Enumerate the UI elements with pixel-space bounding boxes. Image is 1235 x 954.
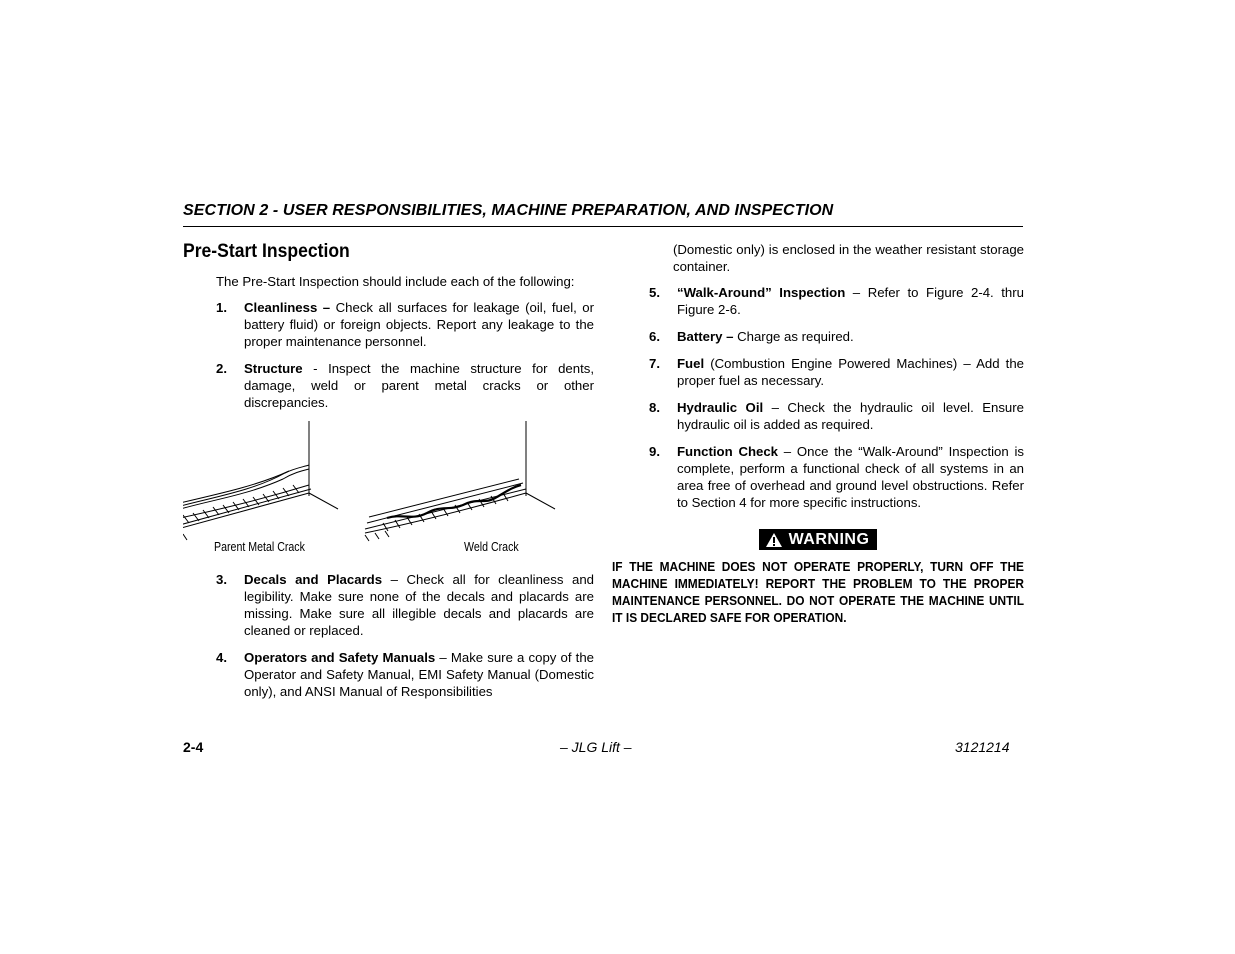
item-label: Cleanliness – bbox=[244, 300, 331, 315]
item-label: “Walk-Around” Inspection bbox=[677, 285, 846, 300]
item-body: – Once the “Walk-Around” Inspection is complete, perform a functional check of all systems in an area free of overhead and ground level obstructions. Refer to Section 4 for more specific instructions. bbox=[677, 444, 1024, 510]
item-label: Fuel bbox=[677, 356, 705, 371]
list-item bbox=[216, 299, 594, 350]
item-body: – Make sure a copy of the Operator and Safety Manual, EMI Safety Manual (Domestic only), and ANSI Manual of Responsibilities bbox=[244, 650, 595, 699]
item-number: 6. bbox=[649, 329, 660, 344]
weld-crack-label: Weld Crack bbox=[464, 540, 519, 554]
page-number: 2-4 bbox=[183, 739, 204, 755]
item-body: - Inspect the machine structure for dents, damage, weld or parent metal cracks or other discrepancies. bbox=[244, 361, 594, 410]
right-column bbox=[612, 241, 1024, 626]
item-body: Charge as required. bbox=[733, 329, 854, 344]
list-item bbox=[216, 571, 594, 639]
item-body: – Refer to Figure 2-4. thru Figure 2-6. bbox=[677, 285, 1024, 317]
warning-header bbox=[612, 529, 1024, 552]
item-label: Decals and Placards bbox=[244, 572, 383, 587]
list-item bbox=[216, 360, 594, 411]
warning-badge-label: WARNING bbox=[788, 531, 870, 548]
warning-triangle-icon bbox=[765, 532, 783, 548]
item-number: 7. bbox=[649, 356, 660, 371]
warning-text: IF THE MACHINE DOES NOT OPERATE PROPERLY, TURN OFF THE MACHINE IMMEDIATELY! REPORT THE PROBLEM TO THE PROPER MAINTENANCE PERSONNEL. DO NOT OPERATE THE MACHINE UNTIL IT IS DECLARED SAFE FOR OPERATION. bbox=[612, 558, 1024, 625]
parent-metal-crack-label: Parent Metal Crack bbox=[214, 540, 305, 554]
item-label: Function Check bbox=[677, 444, 779, 459]
footer-center: – JLG Lift – bbox=[560, 739, 632, 755]
item-label: Operators and Safety Manuals bbox=[244, 650, 436, 665]
item-number: 1. bbox=[216, 300, 227, 315]
list-item bbox=[649, 399, 1024, 433]
list-item bbox=[649, 443, 1024, 511]
list-item bbox=[649, 355, 1024, 389]
item-number: 9. bbox=[649, 444, 660, 459]
list-item bbox=[216, 649, 594, 700]
item-body: (Combustion Engine Powered Machines) – Add the proper fuel as necessary. bbox=[677, 356, 1024, 388]
item-label: Hydraulic Oil bbox=[677, 400, 764, 415]
item-number: 8. bbox=[649, 400, 660, 415]
item-continuation: (Domestic only) is enclosed in the weather resistant storage container. bbox=[673, 242, 1024, 274]
item-body: – Check the hydraulic oil level. Ensure hydraulic oil is added as required. bbox=[677, 400, 1024, 432]
warning-badge bbox=[759, 529, 878, 550]
document-number: 3121214 bbox=[955, 739, 1010, 755]
item-label: Battery – bbox=[677, 329, 734, 344]
item-number: 2. bbox=[216, 361, 227, 376]
page-title: Pre-Start Inspection bbox=[183, 240, 350, 262]
item-body: Check all surfaces for leakage (oil, fuel, or battery fluid) or foreign objects. Report any leakage to the proper maintenance personnel. bbox=[244, 300, 595, 349]
item-body: – Check all for cleanliness and legibility. Make sure none of the decals and placards are missing. Make sure all illegible decals and placards are cleaned or replaced. bbox=[244, 572, 594, 638]
section-header: SECTION 2 - USER RESPONSIBILITIES, MACHINE PREPARATION, AND INSPECTION bbox=[183, 202, 1023, 227]
left-column bbox=[216, 273, 594, 710]
item-number: 3. bbox=[216, 572, 227, 587]
list-item bbox=[649, 328, 1024, 345]
list-item bbox=[649, 284, 1024, 318]
item-number: 5. bbox=[649, 285, 660, 300]
item-number: 4. bbox=[216, 650, 227, 665]
crack-figure bbox=[183, 421, 583, 561]
item-label: Structure bbox=[244, 361, 303, 376]
intro-paragraph: The Pre-Start Inspection should include each of the following: bbox=[216, 274, 575, 289]
